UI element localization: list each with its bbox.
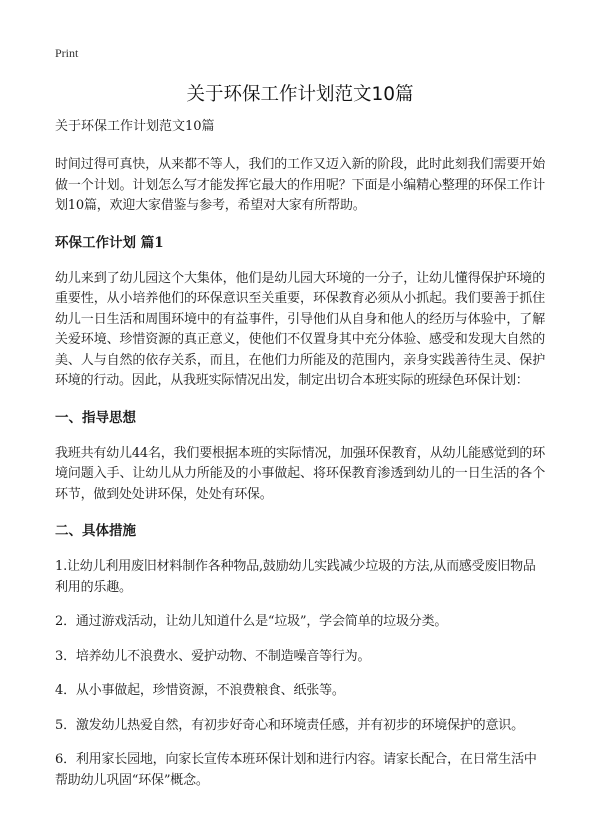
- measures-list: [55, 557, 545, 791]
- guiding-paragraph: 我班共有幼儿44名，我们要根据本班的实际情况，加强环保教育，从幼儿能感觉到的环境问题入手、让幼儿从力所能及的小事做起、将环保教育渗透到幼儿的一日生活的各个环节，做到处处讲环保，处处有环保。: [55, 445, 545, 502]
- list-item: 1.让幼儿利用废旧材料制作各种物品,鼓励幼儿实践减少垃圾的方法,从而感受废旧物品利用的乐趣。: [55, 559, 536, 595]
- document-title: 关于环保工作计划范文10篇: [186, 84, 414, 105]
- document-body: [55, 117, 545, 805]
- print-link[interactable]: Print: [55, 46, 79, 60]
- section-guiding-title: 一、指导思想: [55, 409, 136, 426]
- intro-paragraph: 时间过得可真快，从来都不等人，我们的工作又迈入新的阶段，此时此刻我们需要开始做一个计划。计划怎么写才能发挥它最大的作用呢？下面是小编精心整理的环保工作计划10篇，欢迎大家借鉴与参考，希望对大家有所帮助。: [55, 157, 545, 213]
- list-item: 2．通过游戏活动，让幼儿知道什么是“垃圾”，学会简单的垃圾分类。: [55, 614, 448, 629]
- document-subtitle: 关于环保工作计划范文10篇: [55, 119, 215, 134]
- section-plan-title: 环保工作计划 篇1: [55, 234, 164, 251]
- list-item: 3．培养幼儿不浪费水、爱护动物、不制造噪音等行为。: [55, 648, 371, 664]
- plan-paragraph: 幼儿来到了幼儿园这个大集体，他们是幼儿园大环境的一分子，让幼儿懂得保护环境的重要性，从小培养他们的环保意识至关重要，环保教育必须从小抓起。我们要善于抓住幼儿一日生活和周围环境中的有益事件，引导他们从自身和他人的经历与体验中，了解关爱环境、珍惜资源的真正意义，使他们不仅置身其中充分体验、感受和发现大自然的美、人与自然的依存关系，而且，在他们力所能及的范围内，亲身实践善待生灵、保护环境的行动。因此，从我班实际情况出发，制定出切合本班实际的班绿色环保计划：: [55, 270, 545, 388]
- list-item: 4．从小事做起，珍惜资源，不浪费粮食、纸张等。: [55, 683, 345, 698]
- list-item: 6．利用家长园地，向家长宣传本班环保计划和进行内容。请家长配合，在日常生活中帮助幼儿巩固“环保”概念。: [55, 752, 537, 788]
- list-item: 5．激发幼儿热爱自然，有初步好奇心和环境责任感，并有初步的环境保护的意识。: [55, 717, 524, 733]
- section-measures-title: 二、具体措施: [55, 523, 136, 539]
